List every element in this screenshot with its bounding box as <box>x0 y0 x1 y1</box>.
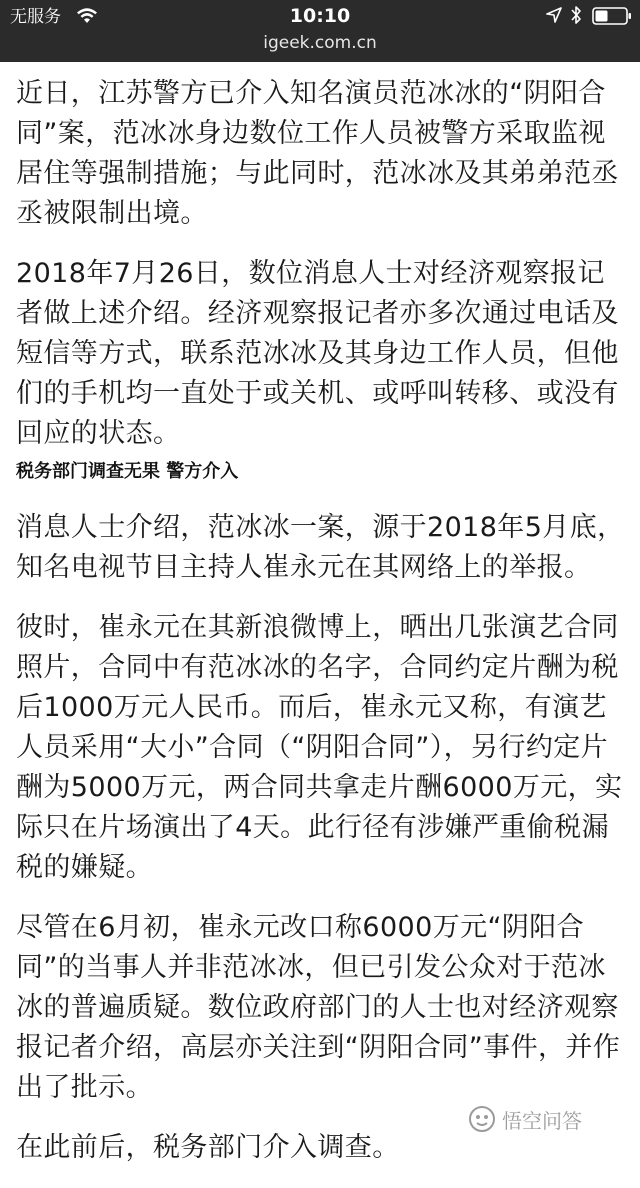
article-paragraph: 在此前后，税务部门介入调查。 <box>16 1132 400 1163</box>
bluetooth-icon <box>570 5 582 25</box>
clock: 10:10 <box>289 5 351 27</box>
browser-header <box>0 0 640 62</box>
article-paragraph: 尽管在6月初，崔永元改口称6000万元“阴阳合同”的当事人并非范冰冰，但已引发公众对于范冰冰的普遍质疑。数位政府部门的人士也对经济观察报记者介绍，高层亦关注到“阴阳合同”事件，并作出了批示。 <box>16 912 621 1103</box>
carrier-label: 无服务 <box>10 7 61 27</box>
article-paragraph: 2018年7月26日，数位消息人士对经济观察报记者做上述介绍。经济观察报记者亦多次通过电话及短信等方式，联系范冰冰及其身边工作人员，但他们的手机均一直处于或关机、或呼叫转移、或没有回应的状态。 <box>16 258 619 449</box>
url-bar[interactable]: igeek.com.cn <box>263 33 377 53</box>
article-paragraph: 近日，江苏警方已介入知名演员范冰冰的“阴阳合同”案，范冰冰身边数位工作人员被警方采取监视居住等强制措施；与此同时，范冰冰及其弟弟范丞丞被限制出境。 <box>16 78 619 229</box>
wukong-logo-icon <box>468 1105 496 1133</box>
status-bar <box>0 0 640 36</box>
location-arrow-icon <box>546 7 562 23</box>
wukong-watermark <box>468 1104 582 1134</box>
article-paragraph: 彼时，崔永元在其新浪微博上，晒出几张演艺合同照片，合同中有范冰冰的名字，合同约定片酬为税后1000万元人民币。而后，崔永元又称，有演艺人员采用“大小”合同（“阴阳合同”），另行约定片酬为5000万元，两合同共拿走片酬6000万元，实际只在片场演出了4天。此行径有涉嫌严重偷税漏税的嫌疑。 <box>16 612 623 883</box>
article-body <box>16 74 630 1188</box>
article-paragraph: 消息人士介绍，范冰冰一案，源于2018年5月底，知名电视节目主持人崔永元在其网络上的举报。 <box>16 512 625 583</box>
watermark-text: 悟空问答 <box>502 1108 582 1133</box>
battery-icon <box>592 7 632 25</box>
section-heading: 税务部门调查无果 警方介入 <box>16 461 239 482</box>
